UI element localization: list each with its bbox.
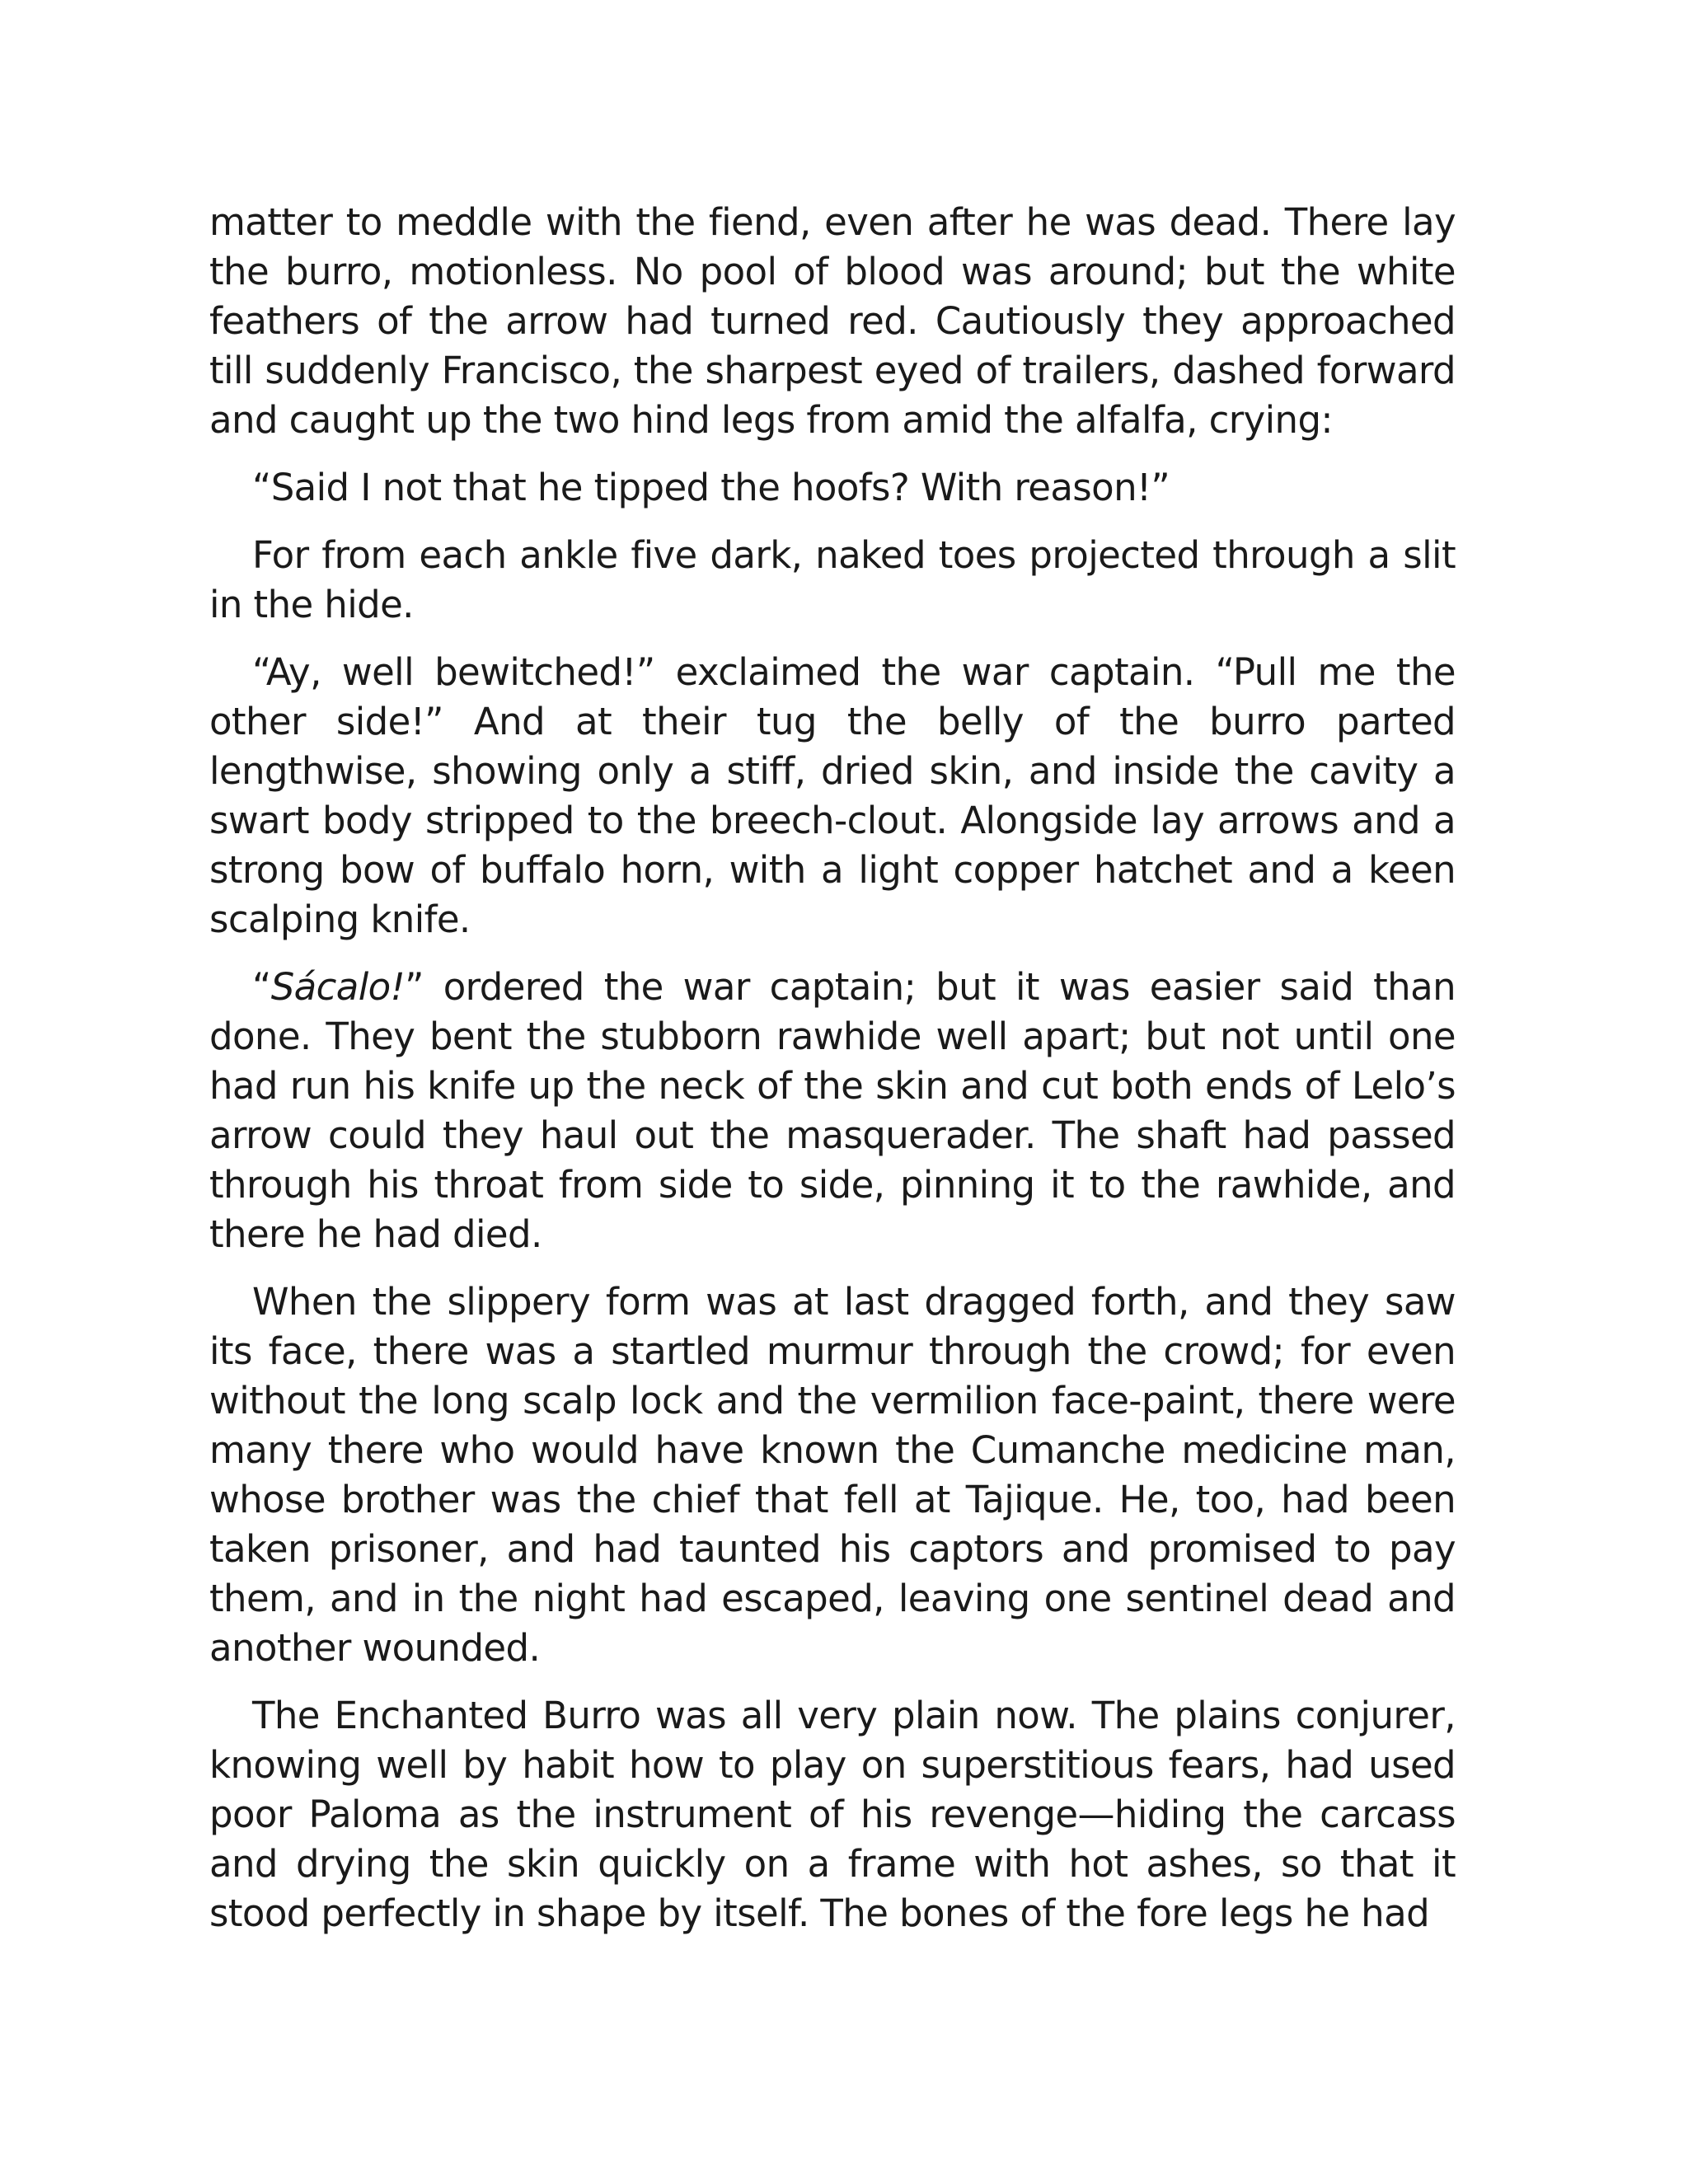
open-quote: “ (252, 965, 271, 1009)
page-body (209, 198, 1456, 1938)
paragraph-francisco-quote: “Said I not that he tipped the hoofs? With reason!” (252, 466, 1170, 509)
sacalo-rest: ” ordered the war captain; but it was easier said than done. They bent the stubborn rawhide well apart; but not until one had run his knife up the neck of the skin and cut both ends of Lelo’s arrow could they haul out the masquerader. The shaft had passed through his throat from side to side, pinning it to the rawhide, and there he had died. (209, 965, 1456, 1256)
paragraph-war-captain: “Ay, well bewitched!” exclaimed the war captain. “Pull me the other side!” And at their tug the belly of the burro parted lengthwise, showing only a stiff, dried skin, and inside the cavity a swart body stripped to the breech-clout. Alongside lay arrows and a strong bow of buffalo horn, with a light copper hatchet and a keen scalping knife. (209, 650, 1456, 941)
paragraph-sacalo (209, 963, 1456, 1259)
italic-sacalo: Sácalo! (270, 965, 406, 1009)
paragraph-toes: For from each ankle five dark, naked toes projected through a slit in the hide. (209, 533, 1456, 626)
paragraph-continuation: matter to meddle with the fiend, even after he was dead. There lay the burro, motionless. No pool of blood was around; but the white feathers of the arrow had turned red. Cautiously they approached till suddenly Francisco, the sharpest eyed of trailers, dashed forward and caught up the two hind legs from amid the alfalfa, crying: (209, 200, 1456, 442)
paragraph-enchanted-burro: The Enchanted Burro was all very plain now. The plains conjurer, knowing well by habit how to play on superstitious fears, had used poor Paloma as the instrument of his revenge—hiding the carcass and drying the skin quickly on a frame with hot ashes, so that it stood perfectly in shape by itself. The bones of the fore legs he had (209, 1694, 1456, 1935)
paragraph-medicine-man: When the slippery form was at last dragged forth, and they saw its face, there was a startled murmur through the crowd; for even without the long scalp lock and the vermilion face-paint, there were many there who would have known the Cumanche medicine man, whose brother was the chief that fell at Tajique. He, too, had been taken prisoner, and had taunted his captors and promised to pay them, and in the night had escaped, leaving one sentinel dead and another wounded. (209, 1280, 1456, 1670)
